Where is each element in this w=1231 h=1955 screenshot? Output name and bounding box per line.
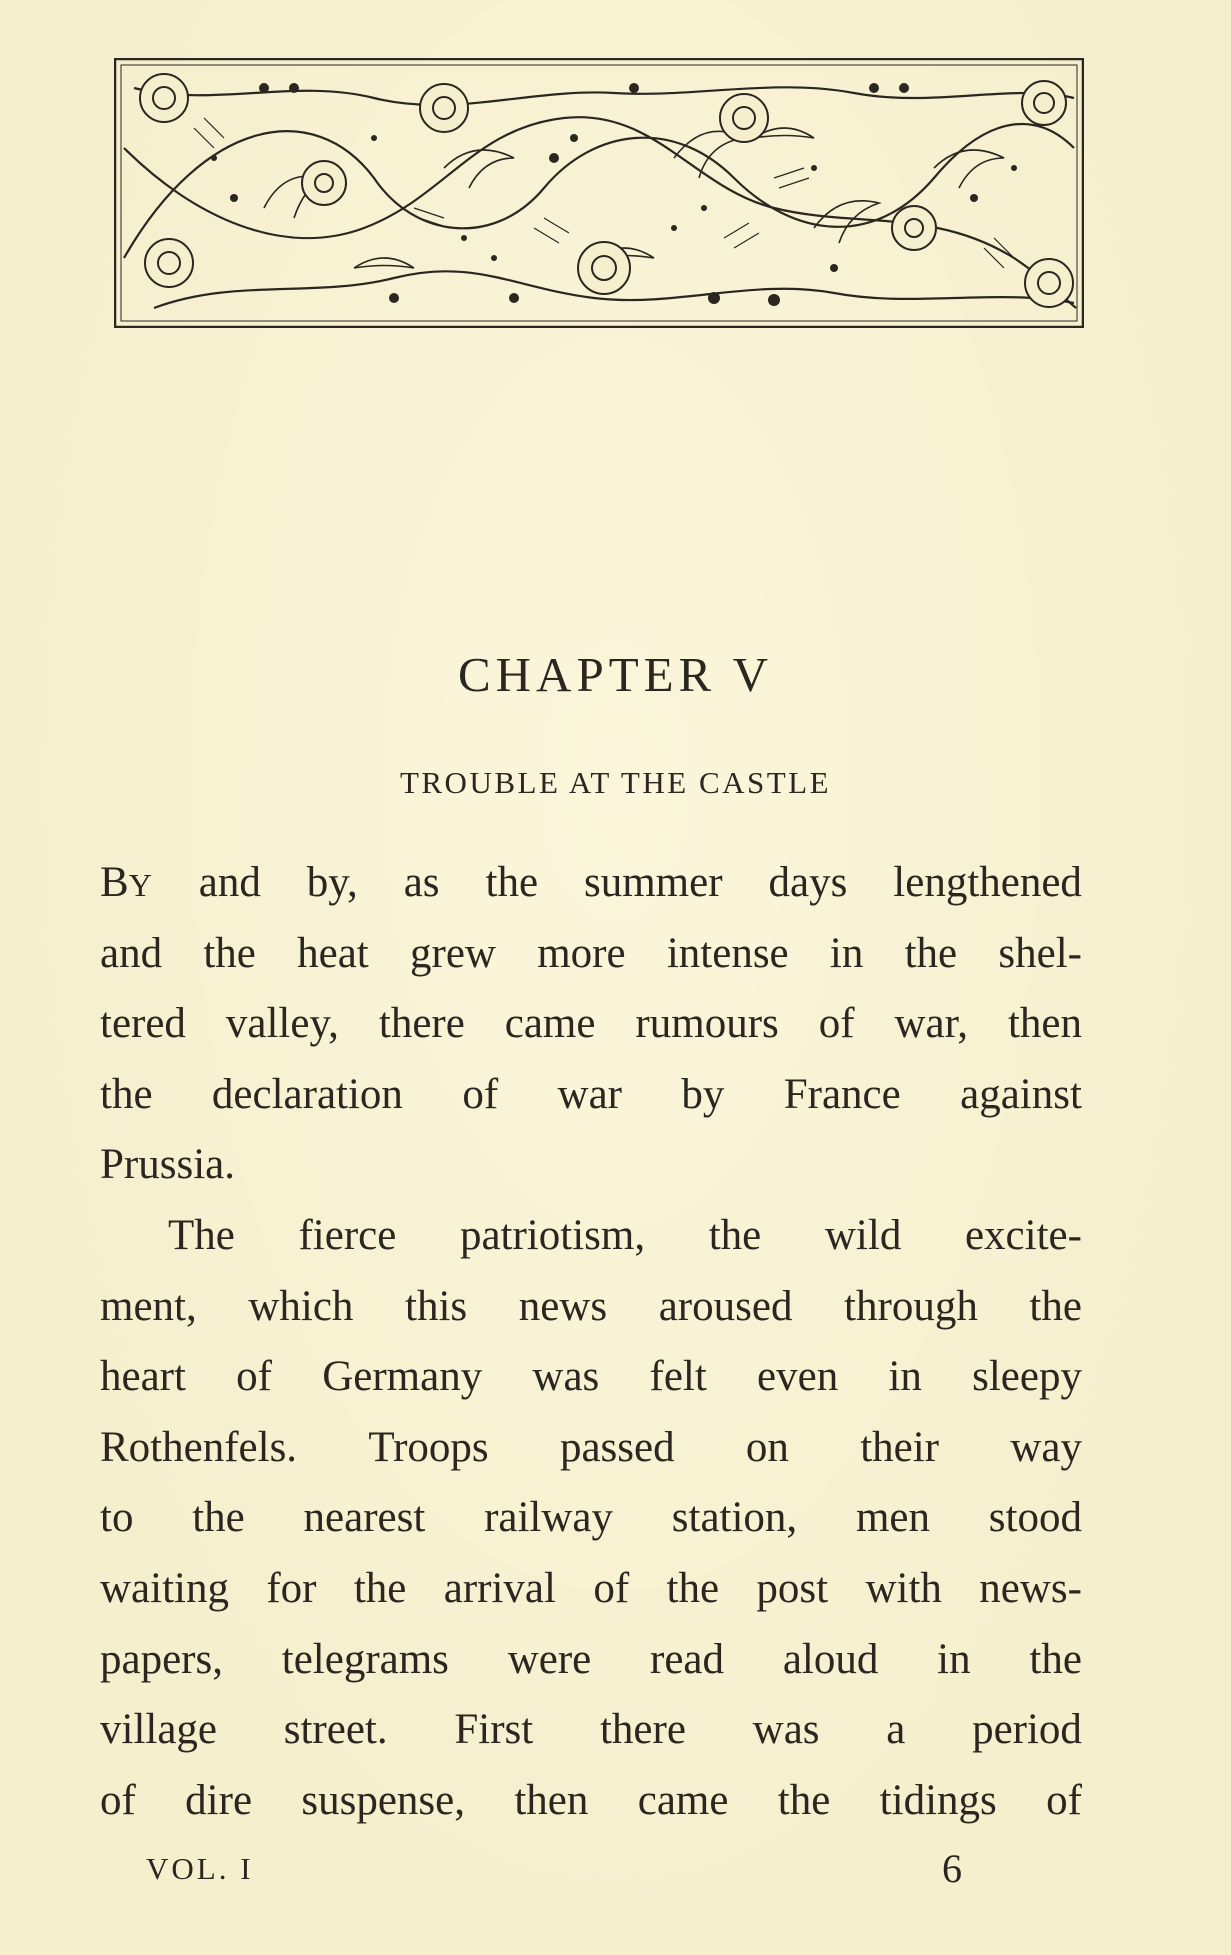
word: in: [888, 1353, 922, 1401]
word: by,: [306, 859, 358, 906]
word: of: [818, 1000, 855, 1048]
word: and: [198, 859, 261, 906]
signature-number: 6: [942, 1846, 962, 1891]
word: war: [557, 1070, 622, 1118]
word: rumours: [635, 1000, 779, 1048]
paragraph-2-line: [100, 1695, 1082, 1766]
paragraph-2-line: [100, 1342, 1082, 1413]
paragraph-2-line: [100, 1201, 1082, 1272]
word: this: [405, 1282, 468, 1330]
word: arrival: [443, 1564, 556, 1612]
word: against: [960, 1070, 1082, 1118]
word: France: [783, 1070, 901, 1118]
word: waiting: [100, 1564, 229, 1612]
word: was: [752, 1706, 820, 1754]
word: their: [860, 1423, 940, 1471]
word: there: [378, 1000, 465, 1048]
word: aroused: [658, 1282, 793, 1330]
word: valley,: [225, 1000, 339, 1048]
word: patriotism,: [459, 1211, 646, 1259]
word: aloud: [782, 1635, 879, 1683]
paragraph-1-line: [100, 989, 1082, 1060]
word: sleepy: [972, 1353, 1082, 1401]
word: was: [532, 1353, 600, 1401]
word: on: [745, 1423, 789, 1471]
word: Germany: [322, 1353, 483, 1401]
word: the: [353, 1564, 407, 1612]
word: tidings: [879, 1776, 997, 1824]
word: felt: [649, 1353, 707, 1401]
word: even: [757, 1353, 839, 1401]
paragraph-2-line: [100, 1554, 1082, 1625]
word: the: [1029, 1282, 1082, 1330]
chapter-subtitle: TROUBLE AT THE CASTLE: [399, 765, 832, 800]
word: men: [855, 1494, 930, 1542]
word: the: [485, 859, 539, 906]
word: then: [514, 1776, 589, 1824]
word: grew: [410, 929, 496, 977]
word: by: [681, 1070, 725, 1118]
word: Troops: [368, 1423, 489, 1471]
word: and: [100, 929, 163, 977]
word: street.: [283, 1706, 388, 1754]
word: the: [904, 929, 958, 977]
paragraph-1-line: Prussia.: [100, 1141, 235, 1189]
word: of: [236, 1353, 272, 1401]
word: shel-: [998, 929, 1082, 977]
word: were: [507, 1635, 592, 1683]
word: came: [504, 1000, 596, 1048]
word: of: [100, 1776, 136, 1824]
page-footer: [0, 1845, 1231, 1895]
word: stood: [988, 1494, 1082, 1542]
word: The: [168, 1211, 235, 1259]
word: station,: [671, 1494, 798, 1542]
word: the: [1029, 1635, 1082, 1683]
word: nearest: [303, 1494, 426, 1542]
word: more: [537, 929, 626, 977]
word: excite-: [964, 1211, 1082, 1259]
word: Rothenfels.: [100, 1423, 298, 1471]
word: war,: [894, 1000, 968, 1048]
word: the: [708, 1211, 762, 1259]
word: news: [518, 1282, 608, 1330]
word: declaration: [211, 1070, 403, 1118]
word: period: [972, 1706, 1082, 1754]
word: heart: [100, 1353, 186, 1401]
floral-ornament-icon: [114, 58, 1084, 328]
word: fierce: [298, 1211, 397, 1259]
paragraph-2-line: [100, 1625, 1082, 1696]
word: to: [100, 1494, 134, 1542]
word: in: [829, 929, 864, 977]
word: dire: [185, 1776, 253, 1824]
paragraph-1-line: [100, 1060, 1082, 1131]
paragraph-1-line: [100, 919, 1082, 990]
word: intense: [666, 929, 789, 977]
word: First: [454, 1706, 534, 1754]
word: the: [192, 1494, 245, 1542]
paragraph-2-line: [100, 1413, 1082, 1484]
word: which: [248, 1282, 354, 1330]
word: read: [650, 1635, 725, 1683]
volume-label: VOL. I: [146, 1851, 254, 1886]
word: heat: [297, 929, 369, 977]
word: through: [844, 1282, 978, 1330]
word: tered: [100, 1000, 186, 1048]
word: of: [1046, 1776, 1082, 1824]
word: passed: [559, 1423, 675, 1471]
word: then: [1007, 1000, 1082, 1048]
chapter-title: CHAPTER V: [457, 647, 773, 702]
word: came: [637, 1776, 729, 1824]
paragraph-2-line: [100, 1483, 1082, 1554]
drop-word: [100, 848, 153, 919]
first-letter: B: [100, 859, 129, 906]
word: ment,: [100, 1282, 197, 1330]
word: the: [666, 1564, 720, 1612]
word: the: [100, 1070, 153, 1118]
word: of: [462, 1070, 499, 1118]
word: a: [886, 1706, 906, 1754]
word: suspense,: [301, 1776, 465, 1824]
word: railway: [484, 1494, 613, 1542]
word: the: [777, 1776, 831, 1824]
word: of: [593, 1564, 630, 1612]
word: for: [266, 1564, 317, 1612]
first-word-small-caps: Y: [128, 867, 153, 903]
word: papers,: [100, 1635, 223, 1683]
word: lengthened: [893, 859, 1082, 906]
word: there: [599, 1706, 686, 1754]
word: news-: [979, 1564, 1082, 1612]
word: telegrams: [281, 1635, 449, 1683]
floral-ornament-headpiece: [114, 58, 1084, 328]
word: the: [203, 929, 256, 977]
word: summer: [584, 859, 723, 906]
word: post: [756, 1564, 829, 1612]
word: village: [100, 1706, 218, 1754]
chapter-body: [100, 848, 1082, 1836]
paragraph-2-line: [100, 1272, 1082, 1343]
paragraph-2-line: [100, 1766, 1082, 1837]
paragraph-1-line-1: [100, 848, 1082, 919]
word: with: [865, 1564, 942, 1612]
word: in: [937, 1635, 971, 1683]
word: way: [1010, 1423, 1082, 1471]
word: days: [768, 859, 848, 906]
word: as: [403, 859, 440, 906]
word: wild: [824, 1211, 902, 1259]
